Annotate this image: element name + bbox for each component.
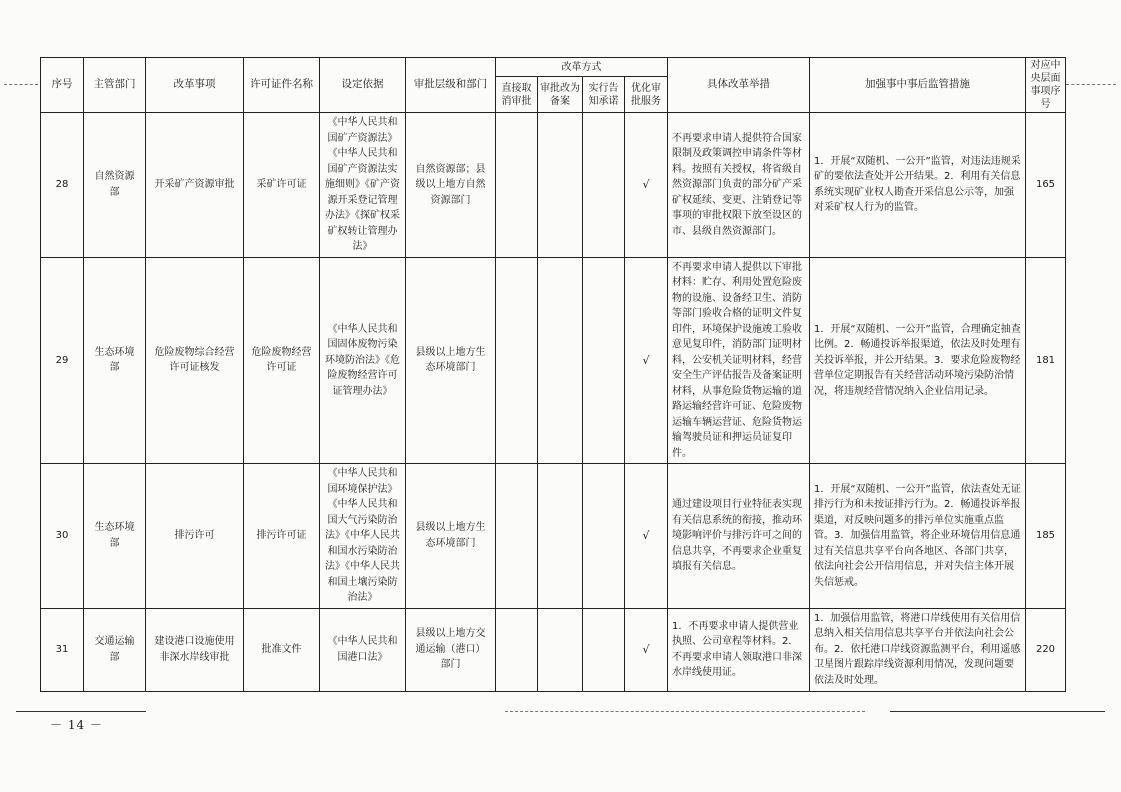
cell-level: 县级以上地方交通运输（港口）部门 <box>406 608 496 691</box>
cell-measures: 不再要求申请人提供以下审批材料：贮存、利用处置危险废物的设施、设备经卫生、消防等部门验收合格的证明文件复印件，环境保护设施竣工验收意见复印件，消防部门证明材料，公安机关证明材料，经营安全生产评估报告及备案证明材料，从事危险货物运输的道路运输经营许可证、危险废物运输车辆运营证、危险货物运输驾驶员证和押运员证复印件。 <box>668 257 810 464</box>
cell-mode-optimize: √ <box>625 464 668 609</box>
cell-mode-optimize: √ <box>625 113 668 258</box>
header-basis: 设定依据 <box>320 58 406 113</box>
cell-supervision: 1．开展“双随机、一公开”监管，合理确定抽查比例。2．畅通投诉举报渠道，依法及时处理有关投诉举报，并公开结果。3．要求危险废物经营单位定期报告有关经营活动环境污染防治情况，将违规经营情况纳入企业信用记录。 <box>810 257 1026 464</box>
cell-supervision: 1．开展“双随机、一公开”监管，对违法违规采矿的要依法查处并公开结果。2．利用有关信息系统实现矿业权人勘查开采信息公示等，加强对采矿权人行为的监管。 <box>810 113 1026 258</box>
cell-measures: 通过建设项目行业特征表实现有关信息系统的衔接，推动环境影响评价与排污许可之间的信息共享，不再要求企业重复填报有关信息。 <box>668 464 810 609</box>
cell-mode-cancel <box>496 464 538 609</box>
cell-department: 交通运输部 <box>84 608 146 691</box>
cell-mode-cancel <box>496 113 538 258</box>
cell-basis: 《中华人民共和国环境保护法》《中华人民共和国大气污染防治法》《中华人民共和国水污染防治法》《中华人民共和国土壤污染防治法》 <box>320 464 406 609</box>
cell-basis: 《中华人民共和国矿产资源法》《中华人民共和国矿产资源法实施细则》《矿产资源开采登记管理办法》《探矿权采矿权转让管理办法》 <box>320 113 406 258</box>
cell-item: 建设港口设施使用非深水岸线审批 <box>146 608 244 691</box>
cell-level: 自然资源部；县级以上地方自然资源部门 <box>406 113 496 258</box>
table-row <box>41 257 1066 464</box>
cell-measures: 1．不再要求申请人提供营业执照、公司章程等材料。2．不再要求申请人领取港口非深水岸线使用证。 <box>668 608 810 691</box>
cell-department: 生态环境部 <box>84 464 146 609</box>
cell-supervision: 1．开展“双随机、一公开”监管，依法查处无证排污行为和未按证排污行为。2．畅通投诉举报渠道，对反映问题多的排污单位实施重点监管。3．加强信用监管，将企业环境信用信息通过有关信息共享平台向各地区、各部门共享，依法向社会公开信用信息，并对失信主体开展失信惩戒。 <box>810 464 1026 609</box>
cell-mode-cancel <box>496 608 538 691</box>
cell-central-seq: 185 <box>1026 464 1066 609</box>
cell-mode-commit <box>583 608 625 691</box>
page-number: － 14 － <box>50 718 103 732</box>
header-mode-cancel: 直接取消审批 <box>496 77 538 113</box>
header-central-seq: 对应中央层面事项序号 <box>1026 58 1066 113</box>
cell-mode-commit <box>583 464 625 609</box>
header-seq: 序号 <box>41 58 84 113</box>
table-row <box>41 608 1066 691</box>
cell-mode-record <box>538 113 583 258</box>
cell-supervision: 1．加强信用监管，将港口岸线使用有关信用信息纳入相关信用信息共享平台并依法向社会公布。2．依托港口岸线资源监测平台，利用遥感卫星图片跟踪岸线资源利用情况，发现问题要依法及时处理。 <box>810 608 1026 691</box>
table-row <box>41 113 1066 258</box>
cell-level: 县级以上地方生态环境部门 <box>406 464 496 609</box>
cell-item: 排污许可 <box>146 464 244 609</box>
cell-mode-optimize: √ <box>625 257 668 464</box>
cell-basis: 《中华人民共和国固体废物污染环境防治法》《危险废物经营许可证管理办法》 <box>320 257 406 464</box>
right-margin-dash <box>1066 84 1116 85</box>
cell-permit: 排污许可证 <box>244 464 320 609</box>
cell-item: 开采矿产资源审批 <box>146 113 244 258</box>
header-mode-record: 审批改为备案 <box>538 77 583 113</box>
cell-permit: 批准文件 <box>244 608 320 691</box>
cell-central-seq: 181 <box>1026 257 1066 464</box>
cell-basis: 《中华人民共和国港口法》 <box>320 608 406 691</box>
header-department: 主管部门 <box>84 58 146 113</box>
cell-permit: 采矿许可证 <box>244 113 320 258</box>
footer-rule-right <box>890 711 1105 712</box>
cell-permit: 危险废物经营许可证 <box>244 257 320 464</box>
cell-item: 危险废物综合经营许可证核发 <box>146 257 244 464</box>
cell-department: 自然资源部 <box>84 113 146 258</box>
header-reform-mode: 改革方式 <box>496 58 668 77</box>
cell-mode-cancel <box>496 257 538 464</box>
cell-mode-record <box>538 257 583 464</box>
cell-department: 生态环境部 <box>84 257 146 464</box>
reform-table <box>40 57 1066 692</box>
table-row <box>41 464 1066 609</box>
cell-mode-optimize: √ <box>625 608 668 691</box>
cell-mode-record <box>538 608 583 691</box>
cell-seq: 29 <box>41 257 84 464</box>
cell-mode-commit <box>583 257 625 464</box>
cell-mode-commit <box>583 113 625 258</box>
cell-level: 县级以上地方生态环境部门 <box>406 257 496 464</box>
cell-central-seq: 165 <box>1026 113 1066 258</box>
footer-dash-mid <box>505 711 865 712</box>
header-permit-name: 许可证件名称 <box>244 58 320 113</box>
header-mode-optimize: 优化审批服务 <box>625 77 668 113</box>
header-measures: 具体改革举措 <box>668 58 810 113</box>
header-supervision: 加强事中事后监管措施 <box>810 58 1026 113</box>
footer-rule-left <box>16 711 146 712</box>
cell-measures: 不再要求申请人提供符合国家限制及政策调控申请条件等材料。按照有关授权，将省级自然资源部门负责的部分矿产采矿权延续、变更、注销登记等事项的审批权限下放至设区的市、县级自然资源部门。 <box>668 113 810 258</box>
header-item: 改革事项 <box>146 58 244 113</box>
cell-seq: 31 <box>41 608 84 691</box>
cell-seq: 28 <box>41 113 84 258</box>
cell-seq: 30 <box>41 464 84 609</box>
cell-mode-record <box>538 464 583 609</box>
left-margin-dash <box>4 84 38 85</box>
header-approval-level: 审批层级和部门 <box>406 58 496 113</box>
cell-central-seq: 220 <box>1026 608 1066 691</box>
header-mode-commit: 实行告知承诺 <box>583 77 625 113</box>
